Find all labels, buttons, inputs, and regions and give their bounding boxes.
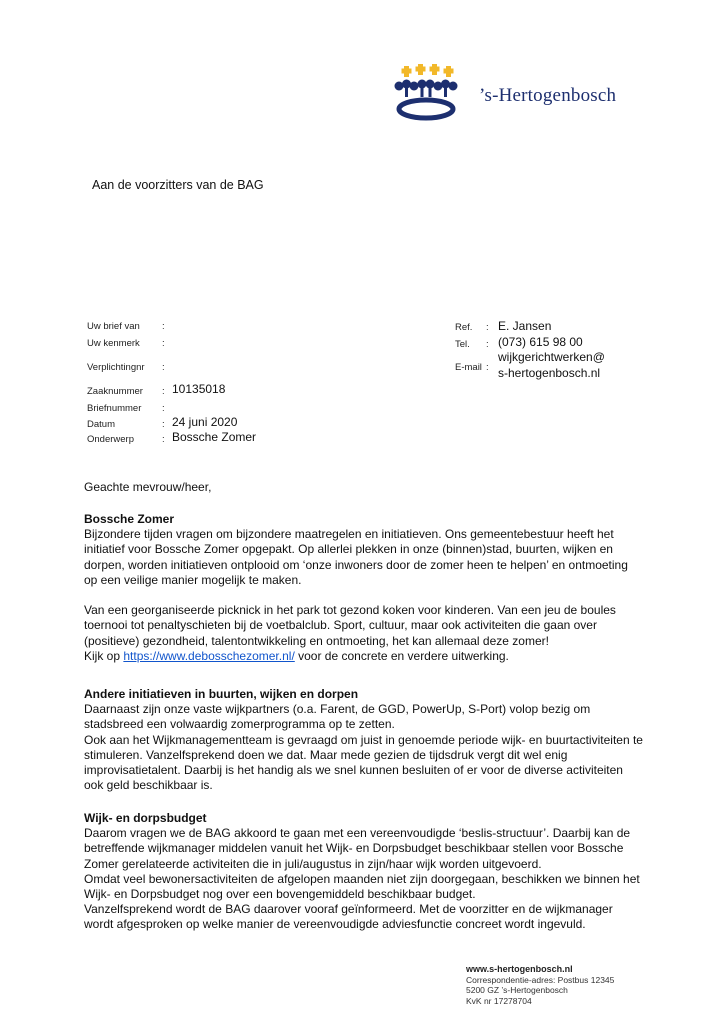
meta-colon: : — [162, 321, 165, 332]
meta-label-email: E-mail — [455, 362, 482, 373]
meta-colon: : — [162, 338, 165, 349]
meta-colon: : — [486, 339, 489, 350]
meta-value-ref: E. Jansen — [498, 319, 552, 333]
section-heading: Andere initiatieven in buurten, wijken en dorpen — [84, 687, 359, 701]
paragraph: Bijzondere tijden vragen om bijzondere maatregelen en initiatieven. Ons gemeentebestuur heeft het initiatief voor Bossche Zomer opgepakt. Op allerlei plekken in onze (binnen)stad, buurten, wijken en dorpen, worden initiatieven ontplooid om ‘onze inwoners door de zomer heen te helpen’ en ontmoeting op een veilige manier mogelijk te maken. — [84, 527, 628, 587]
meta-label-uw-kenmerk: Uw kenmerk — [87, 338, 140, 349]
text: Kijk op — [84, 648, 124, 663]
section-heading: Bossche Zomer — [84, 512, 175, 526]
meta-label-zaaknummer: Zaaknummer — [87, 386, 143, 397]
text: voor de concrete en verdere uitwerking. — [294, 648, 509, 663]
website-link[interactable]: https://www.debosschezomer.nl/ — [123, 648, 295, 663]
meta-label-verplichtingnr: Verplichtingnr — [87, 362, 145, 373]
paragraph: Omdat veel bewonersactiviteiten de afgelopen maanden niet zijn doorgegaan, beschikken we binnen het Wijk- en Dorpsbudget nog over een bovengemiddeld beschikbaar budget. — [84, 871, 640, 902]
section-bossche-zomer — [84, 512, 644, 664]
footer-website[interactable]: www.s-hertogenbosch.nl — [466, 964, 573, 974]
meta-value-email-line1[interactable]: wijkgerichtwerken@ — [498, 350, 605, 364]
meta-label-onderwerp: Onderwerp — [87, 434, 134, 445]
meta-colon: : — [162, 434, 165, 445]
paragraph: Daarnaast zijn onze vaste wijkpartners (o.a. Farent, de GGD, PowerUp, S-Port) volop bezig om stadsbreed een volwaardig zomerprogramma op te zetten. — [84, 702, 591, 732]
salutation: Geachte mevrouw/heer, — [84, 480, 212, 494]
meta-label-uw-brief-van: Uw brief van — [87, 321, 140, 332]
meta-colon: : — [162, 386, 165, 397]
paragraph: Van een georganiseerde picknick in het park tot gezond koken voor kinderen. Van een jeu de boules toernooi tot penaltyschieten bij de voetbalclub. Sport, cultuur, maar ook activiteiten die gaan over (positieve) gezondheid, talentontwikkeling en ontmoeting, het kan allemaal deze zomer! — [84, 603, 616, 648]
meta-label-datum: Datum — [87, 419, 115, 430]
meta-colon: : — [162, 403, 165, 414]
footer-line: KvK nr 17278704 — [466, 995, 532, 1006]
footer-line: Correspondentie-adres: Postbus 12345 — [466, 974, 615, 985]
paragraph-link-line — [84, 649, 644, 664]
meta-value-datum: 24 juni 2020 — [172, 415, 238, 429]
meta-label-ref: Ref. — [455, 322, 473, 333]
municipality-logo — [383, 62, 623, 122]
section-heading: Wijk- en dorpsbudget — [84, 811, 207, 825]
addressee: Aan de voorzitters van de BAG — [92, 178, 264, 192]
meta-label-tel: Tel. — [455, 339, 470, 350]
footer-line: 5200 GZ ’s-Hertogenbosch — [466, 985, 568, 995]
meta-value-onderwerp: Bossche Zomer — [172, 430, 257, 444]
paragraph: Daarom vragen we de BAG akkoord te gaan met een vereenvoudigde ‘beslis-structuur’. Daarbij kan de betreffende wijkmanager middelen vanuit het Wijk- en Dorpsbudget beschikbaar stellen voor Bossche Zomer gerelateerde activiteiten die in juli/augustus in zijn/haar wijk worden uitgevoerd. — [84, 826, 631, 871]
section-andere-initiatieven — [84, 687, 644, 793]
crown-logo-icon — [383, 62, 475, 122]
letter-footer — [466, 964, 614, 1006]
logo-wordmark: ’s-Hertogenbosch — [479, 85, 617, 106]
section-wijk-en-dorpsbudget — [84, 811, 644, 933]
meta-colon: : — [162, 419, 165, 430]
paragraph: Ook aan het Wijkmanagementteam is gevraagd om juist in genoemde periode wijk- en buurtactiviteiten te stimuleren. Vanzelfsprekend doen we dat. Maar mede gezien de tijdsdruk vergt dit wel enig improvisatietalent. Daarbij is het handig als we snel kunnen besluiten of er voor de diverse activiteiten ook geld beschikbaar is. — [84, 732, 643, 793]
meta-label-briefnummer: Briefnummer — [87, 403, 142, 414]
meta-colon: : — [486, 322, 489, 333]
meta-value-tel: (073) 615 98 00 — [498, 335, 583, 349]
meta-value-zaaknummer: 10135018 — [172, 382, 226, 396]
meta-colon: : — [486, 362, 489, 373]
meta-value-email-line2[interactable]: s-hertogenbosch.nl — [498, 366, 601, 380]
meta-colon: : — [162, 362, 165, 373]
paragraph: Vanzelfsprekend wordt de BAG daarover vooraf geïnformeerd. Met de voorzitter en de wijkmanager wordt afgesproken op welke manier de vereenvoudigde adviesfunctie concreet wordt ingevuld. — [84, 902, 613, 932]
